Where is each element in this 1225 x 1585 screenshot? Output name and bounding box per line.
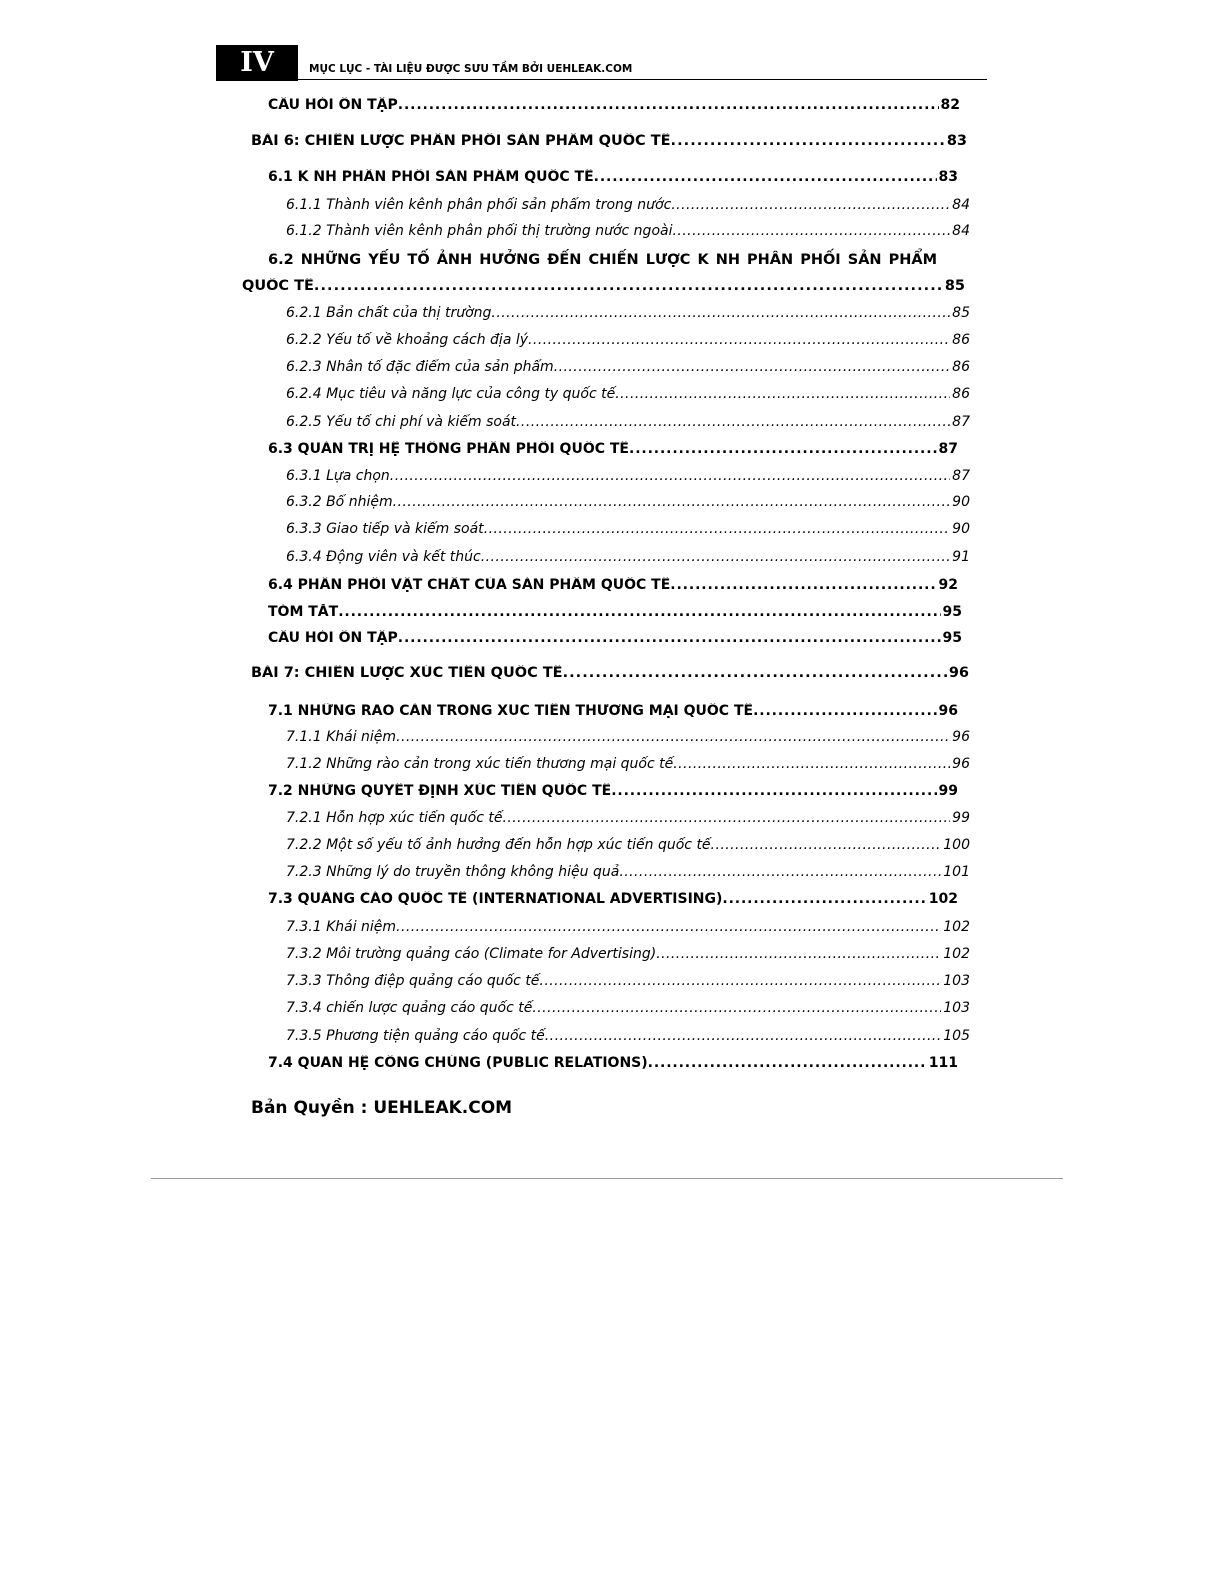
toc-section[interactable]: 7.1 NHỮNG RAO CẢN TRONG XUC TIẾN THƯƠNG MẠI QUỐC TẾ . . . 96 (268, 703, 958, 719)
toc-chapter[interactable]: BÀI 6: CHIẾN LƯỢC PHÂN PHỐI SẢN PHẨM QUỐC TẾ . . . 83 (251, 133, 967, 149)
toc-subsection[interactable]: 6.3.3 Giao tiếp và kiểm soát . . . 90 (286, 521, 970, 537)
toc-subsection[interactable]: 7.3.3 Thông điệp quảng cáo quốc tế . . . 103 (286, 973, 970, 989)
header-title: MỤC LỤC - TÀI LIỆU ĐƯỢC SƯU TẦM BỞI UEHLEAK.COM (309, 63, 633, 75)
toc-subsection[interactable]: 6.1.2 Thành viên kênh phân phối thị trường nước ngoài . . . 84 (286, 223, 970, 239)
toc-section[interactable]: 6.3 QUẢN TRỊ HỆ THỐNG PHÂN PHỐI QUỐC TẾ . . . 87 (268, 441, 958, 457)
toc-subsection[interactable]: 6.2.5 Yếu tố chi phí và kiểm soát . . . 87 (286, 414, 970, 430)
toc-subsection[interactable]: 7.2.2 Một số yếu tố ảnh hưởng đến hỗn hợp xúc tiến quốc tế . . . 100 (286, 837, 970, 853)
toc-chapter[interactable]: BÀI 7: CHIẾN LƯỢC XÚC TIẾN QUỐC TẾ . . . 96 (251, 665, 969, 681)
toc-section[interactable]: 7.4 QUAN HỆ CÔNG CHÚNG (PUBLIC RELATIONS) . . . 111 (268, 1055, 958, 1071)
toc-subsection[interactable]: 7.1.1 Khái niệm . . . 96 (286, 729, 970, 745)
toc-subsection[interactable]: 6.2.4 Mục tiêu và năng lực của công ty quốc tế . . . 86 (286, 386, 970, 402)
chapter-label: IV (216, 45, 298, 81)
toc-subsection[interactable]: 6.3.1 Lựa chọn . . . 87 (286, 468, 970, 484)
toc-section[interactable]: 6.1 K NH PHÂN PHỐI SẢN PHẨM QUỐC TẾ . . . 83 (268, 169, 958, 185)
toc-subsection[interactable]: 7.3.2 Môi trường quảng cáo (Climate for Advertising) . . . 102 (286, 946, 970, 962)
toc-subsection[interactable]: 6.1.1 Thành viên kênh phân phối sản phẩm trong nước . . . 84 (286, 197, 970, 213)
footer-divider (151, 1178, 1063, 1179)
toc-section[interactable]: QUỐC TẾ . . . 85 (242, 278, 965, 294)
toc-subsection[interactable]: 6.3.4 Động viên và kết thúc . . . 91 (286, 549, 970, 565)
toc-section[interactable]: 7.2 NHỮNG QUYẾT ĐỊNH XÚC TIẾN QUỐC TẾ . . . 99 (268, 783, 958, 799)
toc-subsection[interactable]: 6.2.1 Bản chất của thị trường . . . 85 (286, 305, 970, 321)
toc-subsection[interactable]: 7.3.4 chiến lược quảng cáo quốc tế . . . 103 (286, 1000, 970, 1016)
toc-section[interactable]: 7.3 QUẢNG CÁO QUỐC TẾ (INTERNATIONAL ADVERTISING) . . . 102 (268, 891, 958, 907)
toc-entry[interactable]: CÂU HỎI ÔN TẬP . . . 82 (268, 97, 960, 113)
toc-subsection[interactable]: 6.2.3 Nhân tố đặc điểm của sản phẩm . . . 86 (286, 359, 970, 375)
toc-section[interactable]: 6.4 PHÂN PHỐI VẬT CHẤT CỦA SẢN PHẨM QUỐC TẾ . . . 92 (268, 577, 958, 593)
header-divider (216, 79, 987, 80)
toc-subsection[interactable]: 7.3.1 Khái niệm . . . 102 (286, 919, 970, 935)
toc-subsection[interactable]: 7.2.3 Những lý do truyền thông không hiệu quả . . . 101 (286, 864, 970, 880)
toc-subsection[interactable]: 7.2.1 Hỗn hợp xúc tiến quốc tế . . . 99 (286, 810, 970, 826)
copyright-notice: Bản Quyền : UEHLEAK.COM (251, 1098, 513, 1118)
toc-subsection[interactable]: 7.3.5 Phương tiện quảng cáo quốc tế . . . 105 (286, 1028, 970, 1044)
toc-entry[interactable]: CÂU HỎI ÔN TẬP . . . 95 (268, 630, 962, 646)
toc-subsection[interactable]: 7.1.2 Những rào cản trong xúc tiến thương mại quốc tế . . . 96 (286, 756, 970, 772)
toc-subsection[interactable]: 6.3.2 Bổ nhiệm . . . 90 (286, 494, 970, 510)
toc-subsection[interactable]: 6.2.2 Yếu tố về khoảng cách địa lý . . . 86 (286, 332, 970, 348)
toc-section-heading[interactable]: 6.2 NHỮNG YẾU TỐ ẢNH HƯỞNG ĐẾN CHIẾN LƯỢC K NH PHÂN PHỐI SẢN PHẨM (268, 252, 938, 268)
toc-entry[interactable]: TÓM TẮT . . . 95 (268, 604, 962, 620)
